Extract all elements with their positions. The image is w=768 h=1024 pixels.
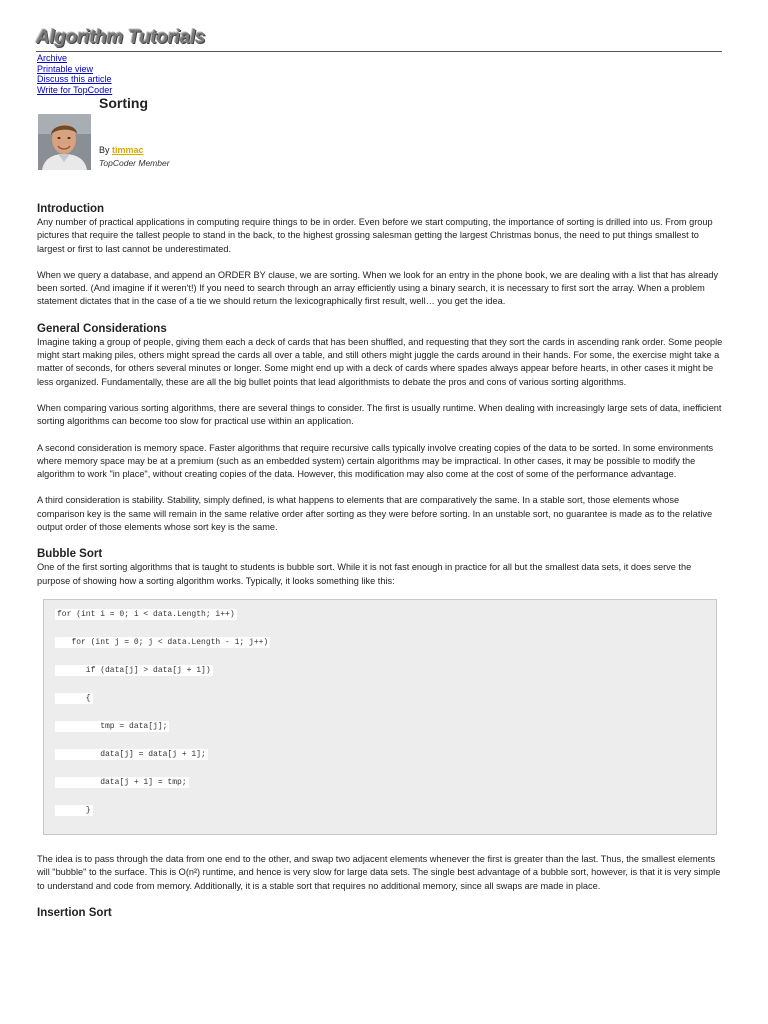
paragraph: When we query a database, and append an ORDER BY clause, we are sorting. When we look for an entry in the phone book, we are dealing with a list that has already been sorted. (And imagine if it weren't!) If you need to search through an array efficiently using a binary search, it is necessary to first sort the array. When a problem statement dictates that in the case of a tie we should return the lexicographically first result, well… you get the idea. <box>37 269 719 307</box>
code-line: { <box>57 693 91 703</box>
discuss-article-link[interactable]: Discuss this article <box>37 74 112 84</box>
article-links <box>37 53 112 95</box>
insertion-sort-heading: Insertion Sort <box>37 906 112 919</box>
author-link[interactable]: timmac <box>112 145 144 155</box>
paragraph: One of the first sorting algorithms that is taught to students is bubble sort. While it is not fast enough in practice for all but the smallest data sets, it does serve the purpose of showing how a sorting algorithm works. Typically, it looks something like this: <box>37 562 692 586</box>
code-line: data[j] = data[j + 1]; <box>57 749 206 759</box>
site-logo: Algorithm Tutorials <box>36 27 206 48</box>
code-line: if (data[j] > data[j + 1]) <box>57 665 211 675</box>
header-divider <box>36 51 722 52</box>
code-block <box>43 599 717 835</box>
paragraph: When comparing various sorting algorithms, there are several things to consider. The first is usually runtime. When dealing with increasingly large sets of data, inefficient sorting algorithms can become too slow for practical use within an application. <box>37 402 722 427</box>
author-avatar <box>38 114 91 170</box>
code-line: for (int i = 0; i < data.Length; i++) <box>57 609 235 619</box>
printable-view-link[interactable]: Printable view <box>37 63 94 74</box>
bubble-sort-heading: Bubble Sort <box>37 548 103 561</box>
paragraph: Any number of practical applications in computing require things to be in order. Even before we start computing, the importance of sorting is drilled into us. From group pictures that require the tallest people to stand in the back, to the highest grossing salesman getting the largest Christmas bonus, the need to put things smallest to largest or first to last cannot be underestimated. <box>37 217 713 254</box>
general-considerations-heading: General Considerations <box>37 322 167 335</box>
code-line: } <box>57 805 91 815</box>
write-for-topcoder-link[interactable]: Write for TopCoder <box>37 84 113 95</box>
introduction-heading: Introduction <box>37 203 105 215</box>
article-body <box>37 202 723 920</box>
by-label: By <box>99 145 110 155</box>
paragraph: A second consideration is memory space. Faster algorithms that require recursive calls typically involve creating copies of the data to be sorted. In some environments where memory space may be at a premium (such as an embedded system) certain algorithms may be impractical. In other cases, it may be possible to modify the algorithm to work "in place", without creating copies of the data. However, this modification may also come at the cost of some of the performance advantage. <box>37 442 714 480</box>
code-line: data[j + 1] = tmp; <box>57 777 187 787</box>
code-line: tmp = data[j]; <box>57 721 168 731</box>
byline <box>99 145 144 155</box>
paragraph: The idea is to pass through the data from one end to the other, and swap two adjacent elements whenever the first is greater than the last. Thus, the smallest elements will "bubble" to the surface. This is O(n²) runtime, and hence is very slow for large data sets. The single best advantage of a bubble sort, however, is that it is very simple to understand and code from memory. Additionally, it is a stable sort that requires no additional memory, since all swaps are made in place. <box>37 853 721 891</box>
archive-link[interactable]: Archive <box>37 53 68 63</box>
paragraph: A third consideration is stability. Stability, simply defined, is what happens to elements that are comparatively the same. In a stable sort, those elements whose comparison key is the same will remain in the same relative order after sorting as they were before sorting. In an unstable sort, no guarantee is made as to the relative output order of those elements whose sort key is the same. <box>37 495 713 533</box>
author-role: TopCoder Member <box>99 158 170 168</box>
code-line: for (int j = 0; j < data.Length - 1; j++) <box>57 637 269 647</box>
paragraph: Imagine taking a group of people, giving them each a deck of cards that has been shuffled, and requesting that they sort the cards in ascending rank order. Some people might start making piles, others might spread the cards all over a table, and still others might juggle the cards around in their hands. For some, the exercise might take a matter of seconds, for others several minutes or longer. Some might end up with a deck of cards where spades always appear before hearts, in other cases it might be less organized. Fundamentally, these are all the big bullet points that lead algorithmists to debate the pros and cons of various sorting algorithms. <box>37 336 723 387</box>
article-title: Sorting <box>99 95 148 111</box>
